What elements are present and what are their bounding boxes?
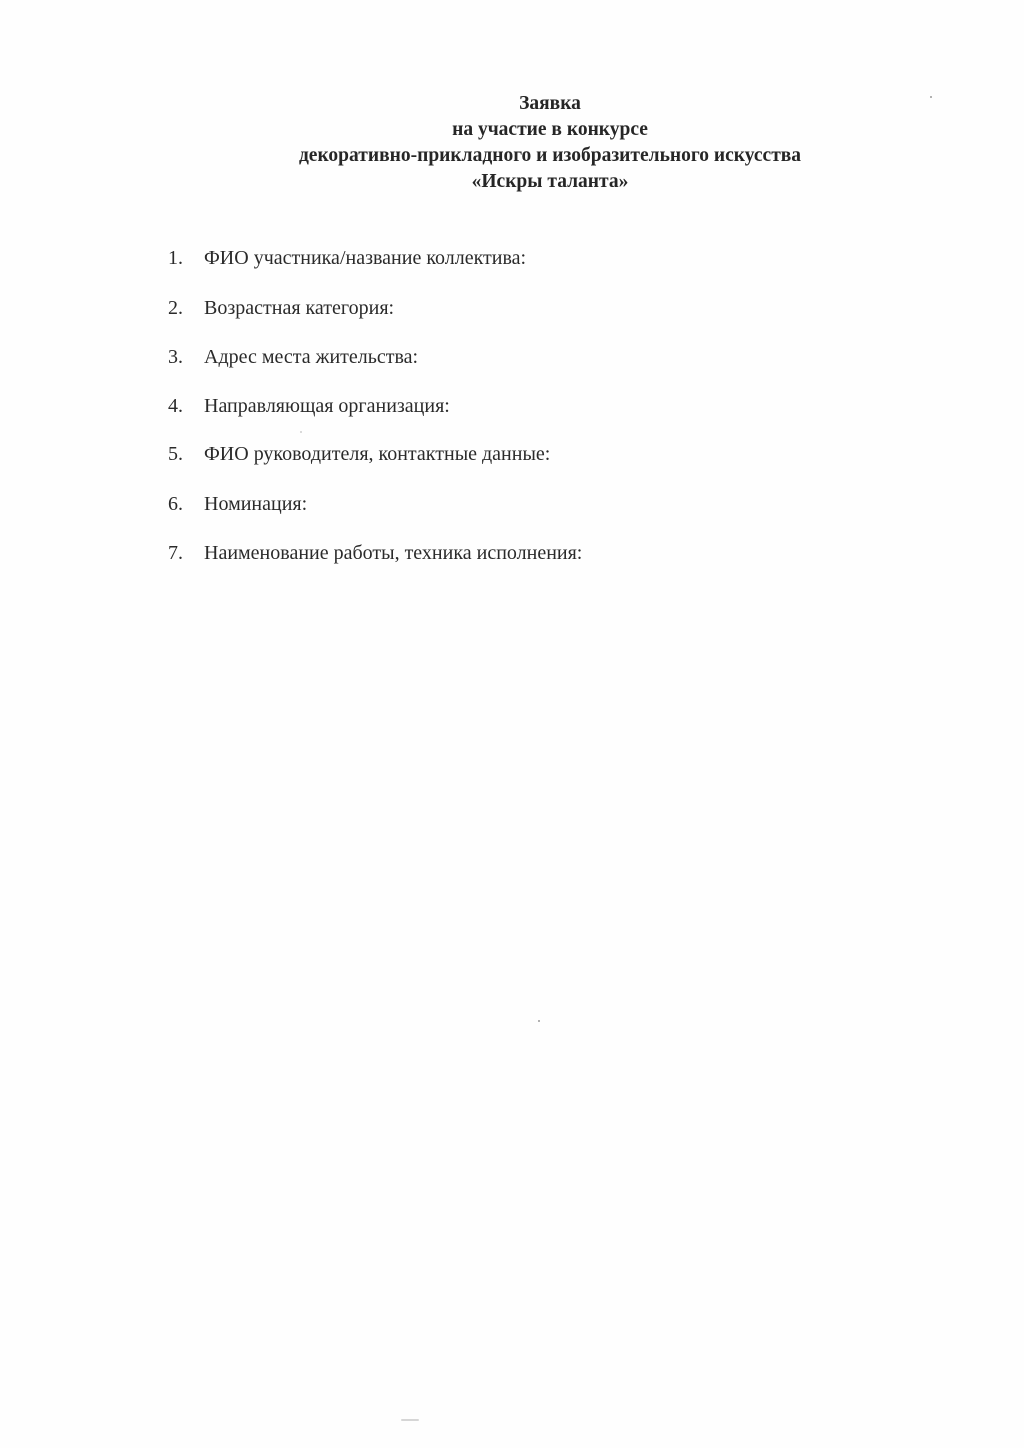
document-heading (0, 91, 1024, 195)
field-number: 1. (168, 247, 183, 269)
scan-speck (401, 1419, 419, 1421)
scan-speck (930, 96, 932, 98)
field-number: 4. (168, 395, 183, 417)
field-label: Номинация: (204, 493, 308, 515)
field-label: Наименование работы, техника исполнения: (204, 542, 583, 564)
field-label: Возрастная категория: (204, 297, 395, 319)
field-label: ФИО руководителя, контактные данные: (204, 443, 551, 465)
scan-speck (538, 1020, 540, 1022)
heading-subtitle: на участие в конкурсе (452, 119, 648, 140)
field-label: Направляющая организация: (204, 395, 450, 417)
heading-contest-name: «Искры таланта» (471, 171, 629, 192)
field-number: 5. (168, 443, 183, 465)
field-label: ФИО участника/название коллектива: (204, 247, 527, 269)
field-age-category (168, 295, 394, 321)
field-nomination (168, 491, 307, 517)
field-supervisor-contacts (168, 441, 550, 467)
field-number: 2. (168, 297, 183, 319)
field-participant-name (168, 245, 526, 271)
field-number: 6. (168, 493, 183, 515)
field-number: 7. (168, 542, 183, 564)
heading-category: декоративно-прикладного и изобразительного искусства (298, 145, 802, 166)
heading-title: Заявка (519, 93, 581, 114)
field-label: Адрес места жительства: (204, 346, 419, 368)
field-number: 3. (168, 346, 183, 368)
scan-speck (300, 431, 302, 433)
field-work-title-technique (168, 540, 582, 566)
field-home-address (168, 344, 418, 370)
field-sending-organization (168, 393, 450, 419)
